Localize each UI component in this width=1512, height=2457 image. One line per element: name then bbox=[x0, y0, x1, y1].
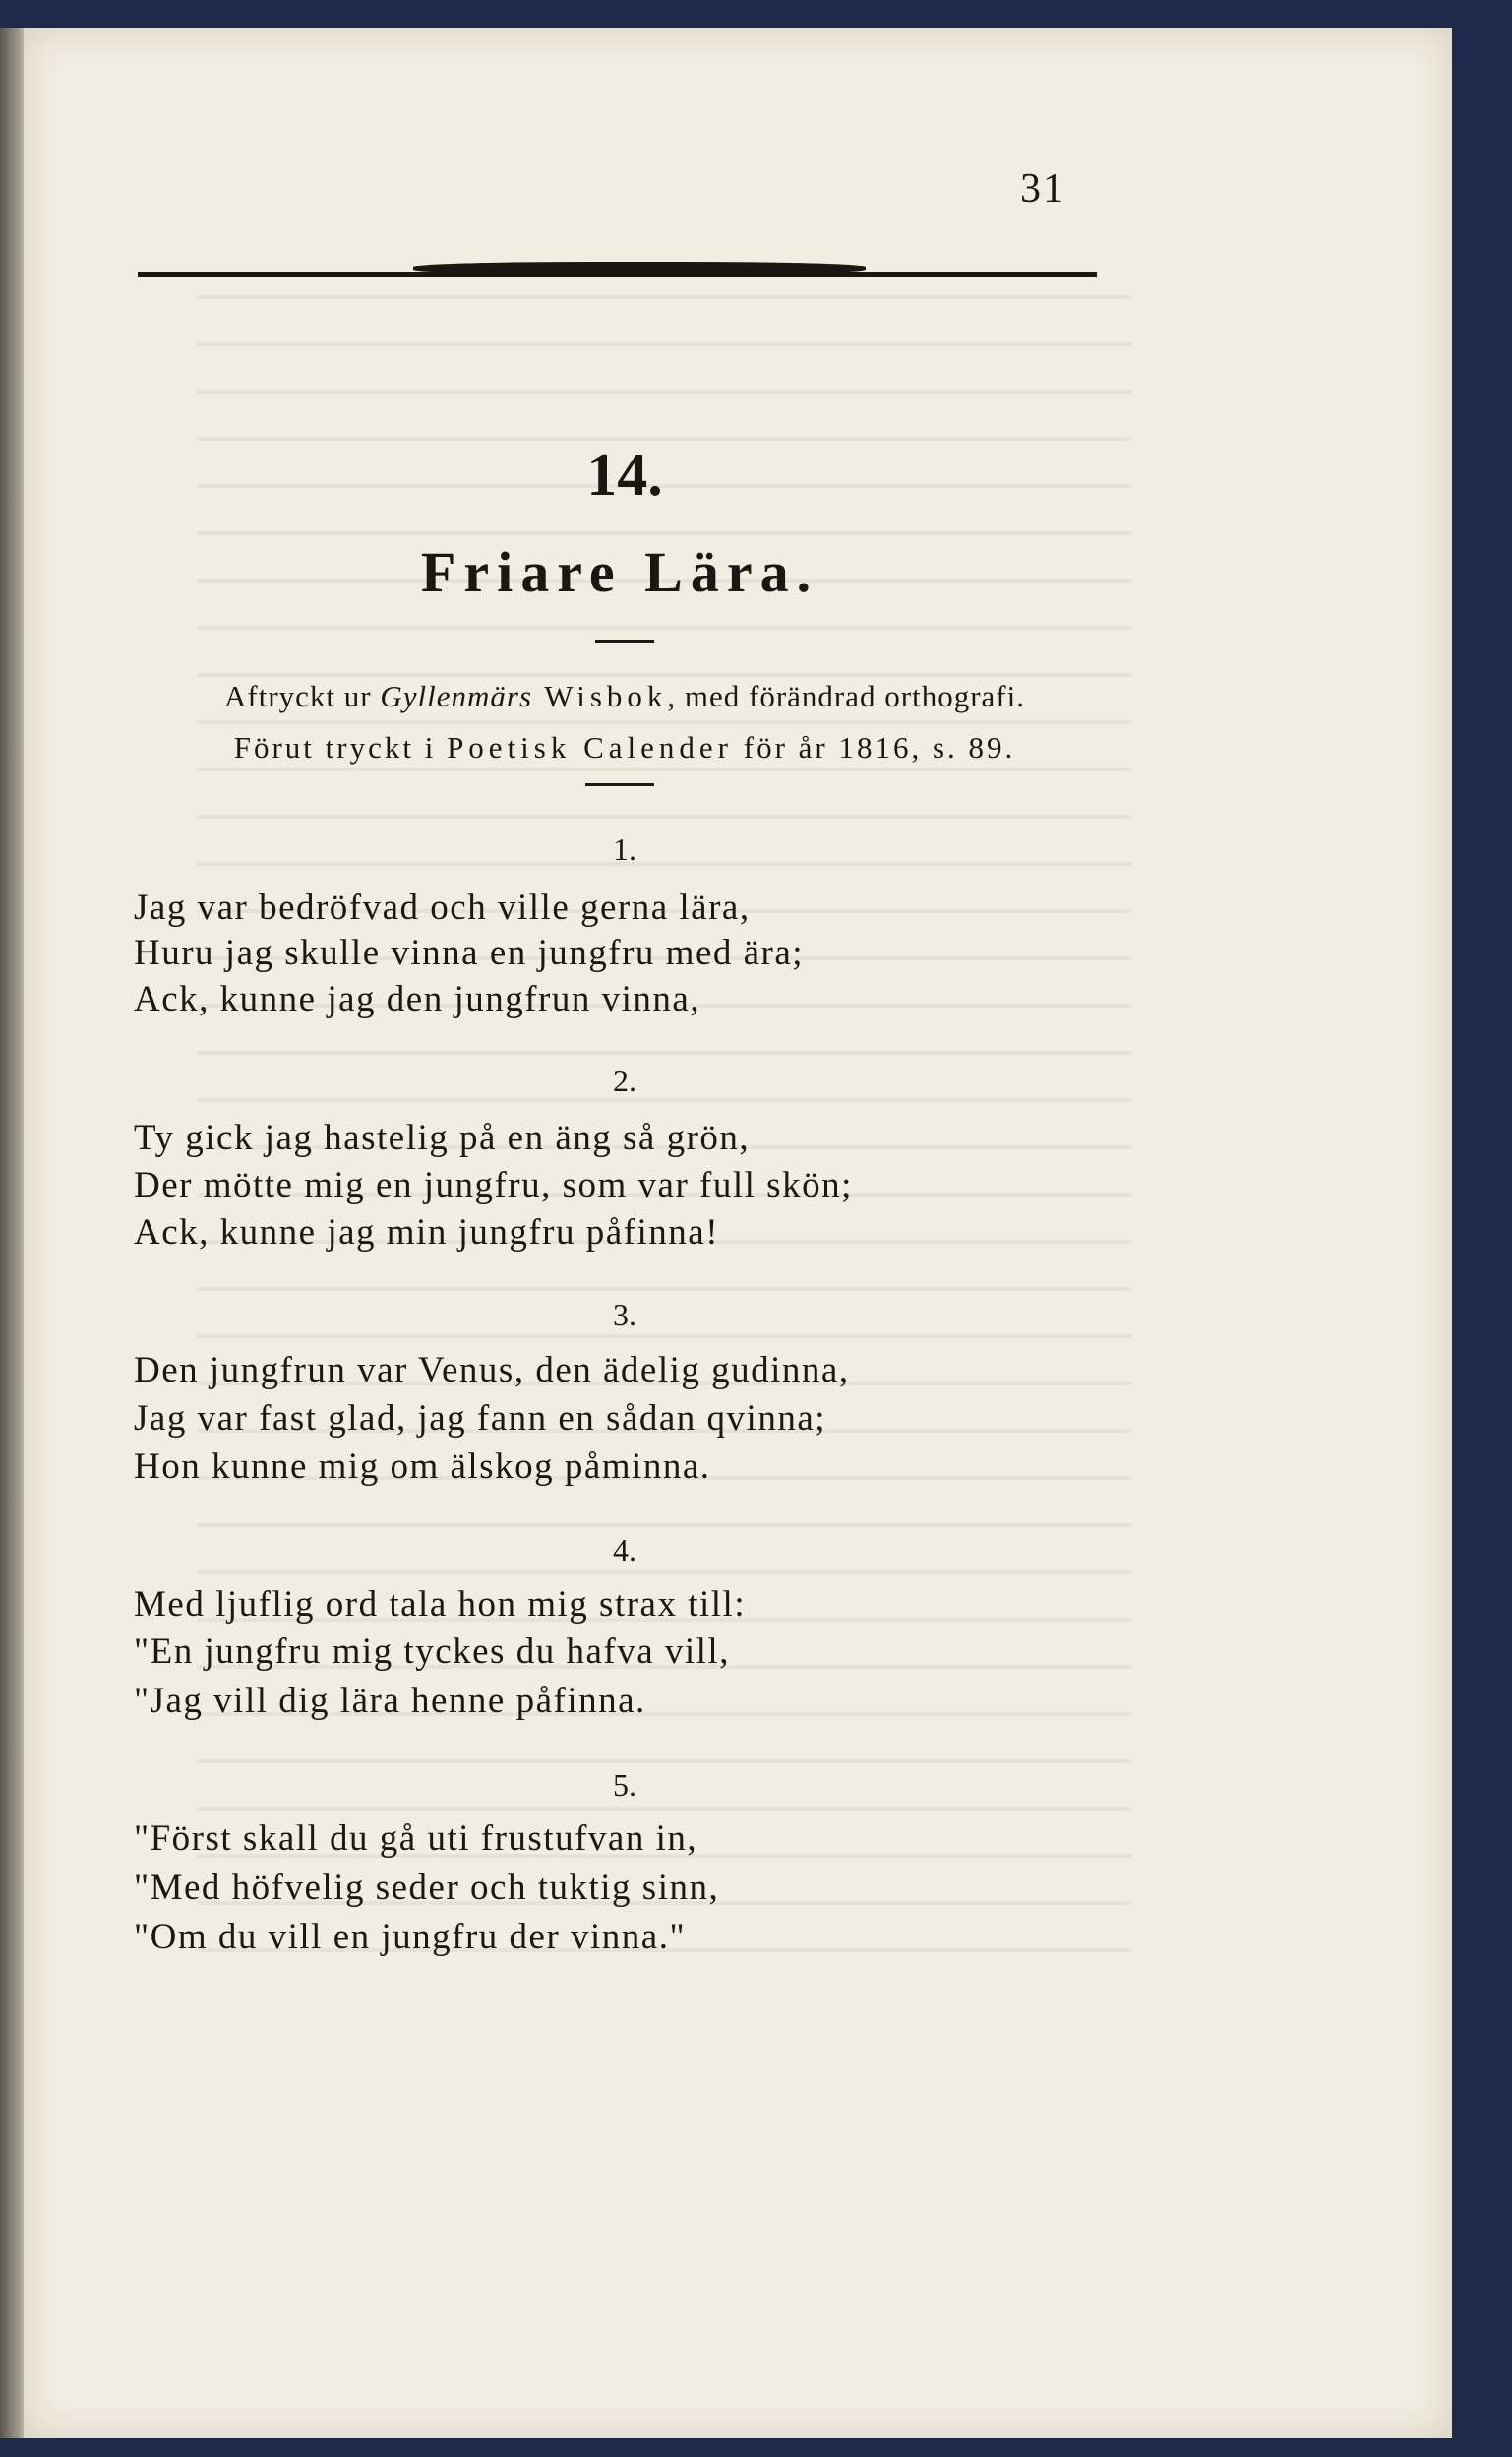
stanza-number: 5. bbox=[613, 1767, 636, 1803]
source-author: Gyllenmärs bbox=[380, 679, 533, 713]
verse-line: "Om du vill en jungfru der vinna." bbox=[134, 1917, 687, 1957]
poem-title: Friare Lära. bbox=[420, 540, 819, 604]
verse-line: Der mötte mig en jungfru, som var full skön; bbox=[134, 1165, 853, 1205]
stanza-number: 3. bbox=[613, 1297, 636, 1332]
verse-line: Ty gick jag hastelig på en äng så grön, bbox=[134, 1118, 751, 1158]
verse-line: Hon kunne mig om älskog påminna. bbox=[134, 1446, 711, 1487]
title-underline bbox=[595, 640, 654, 643]
source-suffix-1: , med förändrad orthografi. bbox=[667, 679, 1025, 713]
page-number: 31 bbox=[1020, 166, 1065, 212]
verse-line: Jag var bedröfvad och ville gerna lära, bbox=[134, 888, 751, 928]
stanza-number: 1. bbox=[613, 831, 636, 867]
source-note-line-1 bbox=[128, 679, 1121, 714]
verse-line: "Med höfvelig seder och tuktig sinn, bbox=[134, 1868, 720, 1908]
source-work-1: Wisbok bbox=[532, 679, 668, 713]
stanza-number: 4. bbox=[613, 1532, 636, 1567]
verse-line: Huru jag skulle vinna en jungfru med ära; bbox=[134, 933, 805, 973]
poem-number: 14. bbox=[586, 442, 663, 509]
verse-line: "Först skall du gå uti frustufvan in, bbox=[134, 1818, 698, 1859]
source-note-line-2 bbox=[128, 730, 1121, 766]
verse-line: Jag var fast glad, jag fann en sådan qvinna; bbox=[134, 1398, 827, 1439]
source-suffix-2: för år 1816, s. 89. bbox=[733, 730, 1016, 765]
section-divider bbox=[585, 783, 654, 786]
verse-line: "Jag vill dig lära henne påfinna. bbox=[134, 1681, 646, 1721]
verse-line: Den jungfrun var Venus, den ädelig gudinna, bbox=[134, 1350, 850, 1390]
source-prefix-1: Aftryckt ur bbox=[224, 679, 381, 713]
verse-line: Med ljuflig ord tala hon mig strax till: bbox=[134, 1584, 747, 1625]
stanza-number: 2. bbox=[613, 1063, 636, 1098]
verse-line: Ack, kunne jag min jungfru påfinna! bbox=[134, 1212, 720, 1253]
verse-line: Ack, kunne jag den jungfrun vinna, bbox=[134, 979, 701, 1019]
source-prefix-2: Förut tryckt i bbox=[233, 730, 448, 765]
verse-line: "En jungfru mig tyckes du hafva vill, bbox=[134, 1631, 730, 1672]
source-work-2: Poetisk Calender bbox=[447, 730, 733, 765]
header-rule bbox=[138, 272, 1097, 277]
